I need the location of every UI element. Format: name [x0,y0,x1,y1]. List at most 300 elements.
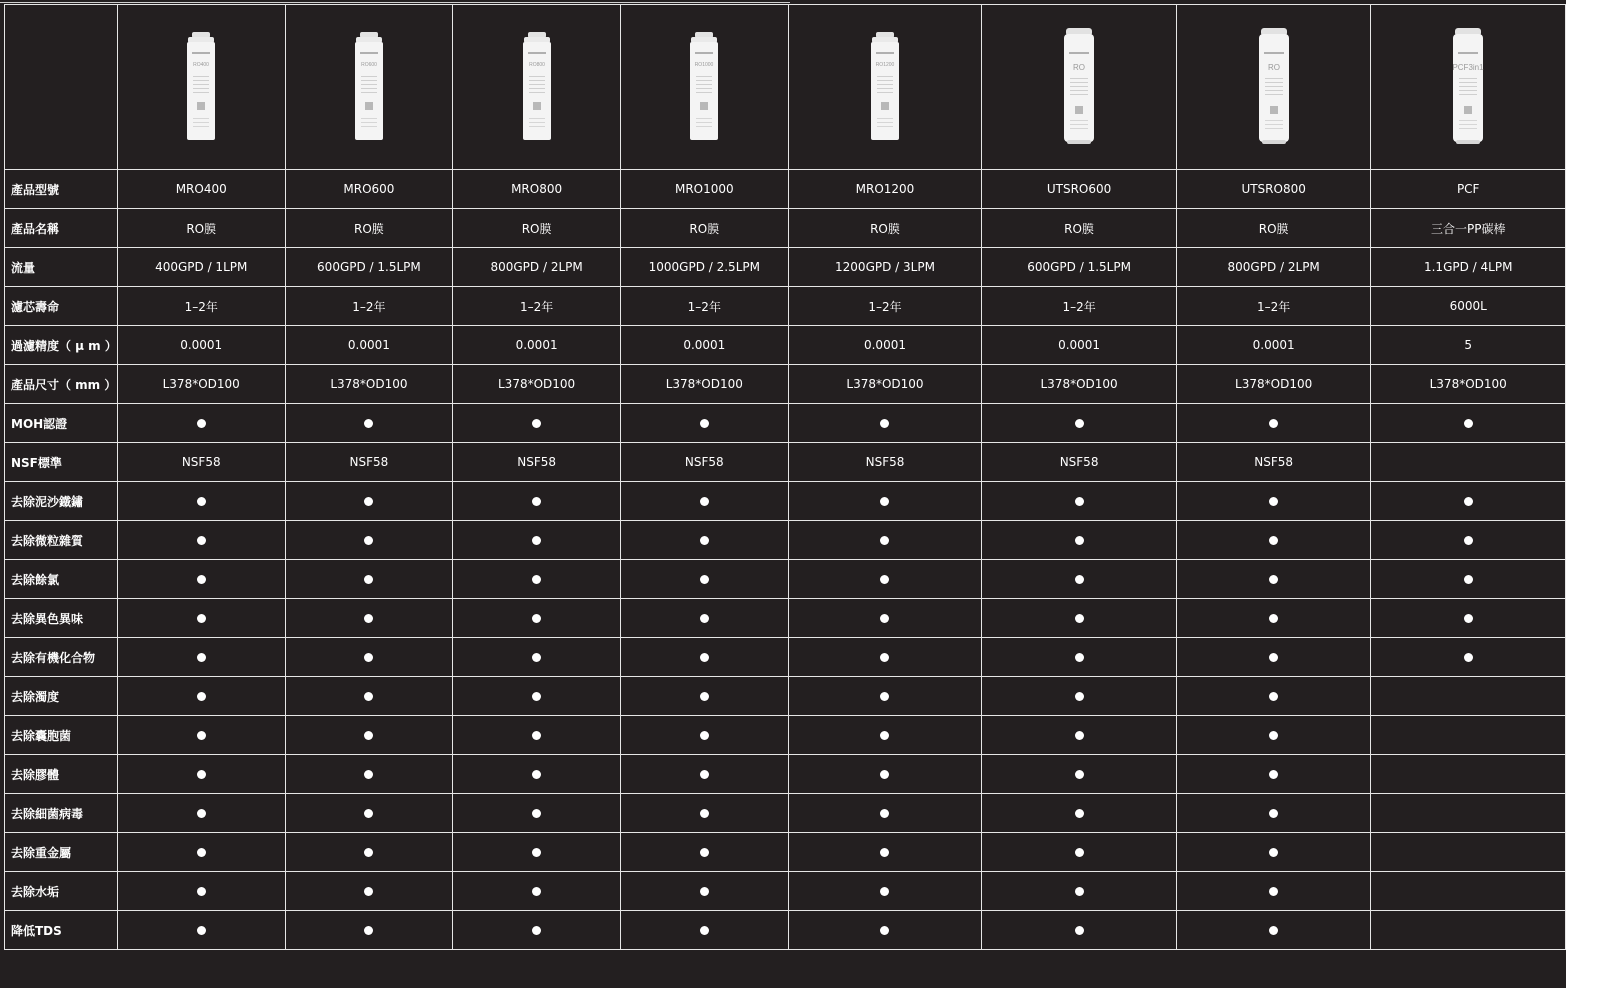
check-dot-icon [1075,926,1084,935]
feature-cell [620,833,788,872]
check-dot-icon [532,497,541,506]
feature-row [5,599,1566,638]
check-dot-icon [880,809,889,818]
row-label: 產品名稱 [5,209,118,248]
check-dot-icon [364,419,373,428]
filter-cartridge-image [1256,26,1292,148]
feature-cell [788,560,982,599]
spec-row-name [5,209,1566,248]
feature-cell [1176,755,1371,794]
feature-cell [982,872,1177,911]
spec-cell: 0.0001 [453,326,621,365]
spec-cell: 1–2年 [117,287,285,326]
check-dot-icon [1269,770,1278,779]
check-dot-icon [1464,497,1473,506]
feature-cell [285,521,453,560]
feature-cell [1176,482,1371,521]
spec-cell: RO膜 [117,209,285,248]
check-dot-icon [880,887,889,896]
spec-cell: L378*OD100 [1176,365,1371,404]
check-dot-icon [880,497,889,506]
row-label: 去除重金屬 [5,833,118,872]
feature-cell [982,521,1177,560]
check-dot-icon [1075,887,1084,896]
feature-cell [620,560,788,599]
spec-row-moh [5,404,1566,443]
feature-cell [285,716,453,755]
cartridge-cap-label: RO [1073,63,1086,72]
feature-cell [453,755,621,794]
check-dot-icon [700,848,709,857]
cartridge-cap-label: RO [1267,63,1280,72]
cartridge-cap-label: RO800 [528,62,545,68]
feature-row [5,833,1566,872]
spec-cell: 0.0001 [117,326,285,365]
spec-cell [1371,443,1566,482]
check-dot-icon [197,614,206,623]
check-dot-icon [532,536,541,545]
spec-cell: MRO800 [453,170,621,209]
feature-cell [117,872,285,911]
check-dot-icon [532,731,541,740]
spec-cell [1176,404,1371,443]
check-dot-icon [532,770,541,779]
feature-cell [285,755,453,794]
spec-cell: 1–2年 [620,287,788,326]
check-dot-icon [700,770,709,779]
check-dot-icon [1075,692,1084,701]
row-label: 去除餘氯 [5,560,118,599]
check-dot-icon [364,653,373,662]
spec-cell: UTSRO800 [1176,170,1371,209]
row-label: 產品尺寸（ mm ） [5,365,118,404]
spec-cell: 三合一PP碳棒 [1371,209,1566,248]
feature-cell [1371,872,1566,911]
feature-cell [982,794,1177,833]
feature-cell [285,677,453,716]
feature-cell [453,716,621,755]
product-image-cell [620,5,788,170]
feature-cell [285,482,453,521]
feature-cell [982,638,1177,677]
check-dot-icon [700,614,709,623]
feature-cell [285,872,453,911]
check-dot-icon [364,575,373,584]
spec-cell: L378*OD100 [982,365,1177,404]
check-dot-icon [364,692,373,701]
feature-cell [117,833,285,872]
feature-cell [453,560,621,599]
spec-cell [453,404,621,443]
feature-cell [453,638,621,677]
spec-cell: 400GPD / 1LPM [117,248,285,287]
feature-cell [117,521,285,560]
feature-row [5,482,1566,521]
filter-cartridge-image [1450,26,1486,148]
row-label: 去除有機化合物 [5,638,118,677]
product-image-cell [982,5,1177,170]
spec-cell: NSF58 [285,443,453,482]
feature-cell [1371,638,1566,677]
check-dot-icon [1464,653,1473,662]
feature-cell [285,638,453,677]
check-dot-icon [532,653,541,662]
check-dot-icon [364,731,373,740]
check-dot-icon [364,536,373,545]
check-dot-icon [880,614,889,623]
spec-cell [788,404,982,443]
spec-row-size [5,365,1566,404]
feature-cell [1176,833,1371,872]
check-dot-icon [532,575,541,584]
spec-row-model [5,170,1566,209]
table-body [5,5,1566,950]
feature-cell [788,911,982,950]
feature-cell [1176,872,1371,911]
check-dot-icon [880,926,889,935]
row-label: 去除微粒雜質 [5,521,118,560]
spec-cell: 0.0001 [1176,326,1371,365]
row-label: 去除水垢 [5,872,118,911]
check-dot-icon [364,809,373,818]
check-dot-icon [1269,848,1278,857]
cartridge-cap-label: RO600 [360,62,377,68]
feature-cell [285,911,453,950]
spec-cell: 1–2年 [788,287,982,326]
row-label: MOH認證 [5,404,118,443]
spec-cell: L378*OD100 [788,365,982,404]
spec-row-precision [5,326,1566,365]
spec-cell: 600GPD / 1.5LPM [982,248,1177,287]
check-dot-icon [700,926,709,935]
spec-cell: MRO600 [285,170,453,209]
feature-cell [620,911,788,950]
spec-cell: 1–2年 [1176,287,1371,326]
product-image-row [5,5,1566,170]
check-dot-icon [1464,419,1473,428]
check-dot-icon [197,536,206,545]
feature-cell [285,560,453,599]
check-dot-icon [880,848,889,857]
filter-cartridge-image [687,30,721,144]
feature-cell [1371,794,1566,833]
feature-cell [453,521,621,560]
feature-cell [453,911,621,950]
feature-cell [620,482,788,521]
feature-cell [620,794,788,833]
feature-cell [117,638,285,677]
check-dot-icon [1269,692,1278,701]
spec-cell: 1–2年 [982,287,1177,326]
spec-cell: NSF58 [620,443,788,482]
check-dot-icon [700,731,709,740]
feature-cell [620,755,788,794]
check-dot-icon [1075,809,1084,818]
check-dot-icon [1075,575,1084,584]
feature-cell [117,911,285,950]
feature-cell [620,716,788,755]
feature-cell [1371,911,1566,950]
feature-cell [982,560,1177,599]
feature-cell [453,599,621,638]
check-dot-icon [197,653,206,662]
spec-cell: UTSRO600 [982,170,1177,209]
check-dot-icon [532,809,541,818]
spec-cell: 1–2年 [285,287,453,326]
check-dot-icon [197,692,206,701]
feature-cell [788,794,982,833]
check-dot-icon [1075,770,1084,779]
spec-cell [620,404,788,443]
feature-cell [982,677,1177,716]
spec-cell: 0.0001 [982,326,1177,365]
spec-cell: MRO400 [117,170,285,209]
feature-cell [1176,599,1371,638]
row-label: 去除膠體 [5,755,118,794]
check-dot-icon [700,419,709,428]
check-dot-icon [1075,419,1084,428]
spec-comparison-table [4,4,1566,950]
feature-cell [285,794,453,833]
spec-cell: NSF58 [453,443,621,482]
feature-cell [788,872,982,911]
check-dot-icon [532,692,541,701]
feature-cell [1176,677,1371,716]
check-dot-icon [364,497,373,506]
spec-cell [117,404,285,443]
filter-cartridge-image [1061,26,1097,148]
check-dot-icon [880,692,889,701]
feature-row [5,794,1566,833]
check-dot-icon [1269,497,1278,506]
feature-cell [982,833,1177,872]
feature-cell [982,599,1177,638]
check-dot-icon [197,848,206,857]
feature-cell [1371,833,1566,872]
feature-cell [453,482,621,521]
feature-cell [620,872,788,911]
feature-cell [1371,755,1566,794]
feature-cell [117,599,285,638]
spec-cell: L378*OD100 [1371,365,1566,404]
cartridge-cap-label: RO1200 [875,62,895,68]
check-dot-icon [880,770,889,779]
feature-cell [620,521,788,560]
row-label: 去除細菌病毒 [5,794,118,833]
spec-cell: 1–2年 [453,287,621,326]
check-dot-icon [880,536,889,545]
spec-cell: RO膜 [285,209,453,248]
feature-cell [117,560,285,599]
filter-cartridge-image [520,30,554,144]
filter-cartridge-image [868,30,902,144]
check-dot-icon [532,614,541,623]
spec-row-flow [5,248,1566,287]
spec-cell: RO膜 [453,209,621,248]
feature-cell [1371,560,1566,599]
feature-cell [117,677,285,716]
spec-cell: 0.0001 [285,326,453,365]
feature-row [5,755,1566,794]
check-dot-icon [197,887,206,896]
feature-cell [788,599,982,638]
spec-cell: 800GPD / 2LPM [1176,248,1371,287]
check-dot-icon [197,575,206,584]
spec-cell [982,404,1177,443]
spec-cell: 600GPD / 1.5LPM [285,248,453,287]
check-dot-icon [700,575,709,584]
check-dot-icon [532,419,541,428]
spec-cell: NSF58 [788,443,982,482]
check-dot-icon [700,692,709,701]
feature-cell [453,872,621,911]
check-dot-icon [364,770,373,779]
check-dot-icon [700,809,709,818]
spec-row-nsf [5,443,1566,482]
check-dot-icon [1269,809,1278,818]
product-image-cell [788,5,982,170]
check-dot-icon [197,770,206,779]
check-dot-icon [1269,614,1278,623]
spec-cell: RO膜 [788,209,982,248]
check-dot-icon [1075,848,1084,857]
row-label: 過濾精度（ μ m ） [5,326,118,365]
spec-cell: 6000L [1371,287,1566,326]
check-dot-icon [364,614,373,623]
check-dot-icon [197,497,206,506]
feature-cell [117,755,285,794]
cartridge-cap-label: RO400 [193,62,210,68]
feature-row [5,677,1566,716]
product-image-cell [1371,5,1566,170]
feature-cell [1371,599,1566,638]
feature-cell [285,833,453,872]
check-dot-icon [880,731,889,740]
spec-cell: 1000GPD / 2.5LPM [620,248,788,287]
feature-cell [1176,560,1371,599]
feature-cell [620,638,788,677]
check-dot-icon [364,848,373,857]
feature-cell [982,482,1177,521]
feature-cell [788,482,982,521]
check-dot-icon [1269,926,1278,935]
check-dot-icon [1464,614,1473,623]
spec-cell: 0.0001 [788,326,982,365]
feature-cell [1371,677,1566,716]
feature-cell [1176,638,1371,677]
spec-cell: 5 [1371,326,1566,365]
spec-cell: MRO1200 [788,170,982,209]
check-dot-icon [880,575,889,584]
spec-cell [1371,404,1566,443]
check-dot-icon [1464,536,1473,545]
feature-cell [453,794,621,833]
row-label: 去除泥沙鐵鏽 [5,482,118,521]
check-dot-icon [532,887,541,896]
check-dot-icon [1075,614,1084,623]
spec-cell: L378*OD100 [453,365,621,404]
check-dot-icon [700,653,709,662]
feature-cell [1176,716,1371,755]
check-dot-icon [532,848,541,857]
row-label: 降低TDS [5,911,118,950]
spec-cell: NSF58 [1176,443,1371,482]
check-dot-icon [197,731,206,740]
row-label: 濾芯壽命 [5,287,118,326]
feature-cell [788,755,982,794]
product-image-cell [285,5,453,170]
feature-cell [1371,482,1566,521]
check-dot-icon [1075,653,1084,662]
feature-cell [620,599,788,638]
check-dot-icon [1075,731,1084,740]
spec-cell: 800GPD / 2LPM [453,248,621,287]
check-dot-icon [700,497,709,506]
feature-cell [1371,716,1566,755]
feature-row [5,560,1566,599]
spec-cell: PCF [1371,170,1566,209]
check-dot-icon [364,926,373,935]
feature-cell [788,677,982,716]
spec-cell: MRO1000 [620,170,788,209]
feature-cell [788,833,982,872]
cartridge-cap-label: PCF3in1 [1452,63,1484,72]
check-dot-icon [700,536,709,545]
check-dot-icon [1464,575,1473,584]
row-label: 產品型號 [5,170,118,209]
check-dot-icon [197,419,206,428]
feature-row [5,911,1566,950]
feature-cell [1176,911,1371,950]
spec-cell: RO膜 [1176,209,1371,248]
check-dot-icon [1269,653,1278,662]
check-dot-icon [532,926,541,935]
spec-cell: 0.0001 [620,326,788,365]
spec-cell [285,404,453,443]
check-dot-icon [700,887,709,896]
divider [0,2,790,3]
feature-cell [117,794,285,833]
row-label: 流量 [5,248,118,287]
feature-cell [620,677,788,716]
feature-cell [788,716,982,755]
row-label: 去除囊胞菌 [5,716,118,755]
check-dot-icon [197,926,206,935]
spec-row-life [5,287,1566,326]
spec-cell: L378*OD100 [620,365,788,404]
feature-cell [453,677,621,716]
spec-cell: RO膜 [982,209,1177,248]
feature-cell [982,716,1177,755]
feature-cell [788,521,982,560]
feature-cell [788,638,982,677]
feature-cell [117,482,285,521]
product-image-cell [453,5,621,170]
feature-cell [117,716,285,755]
check-dot-icon [1269,419,1278,428]
spec-cell: NSF58 [117,443,285,482]
filter-cartridge-image [184,30,218,144]
feature-cell [982,755,1177,794]
feature-cell [285,599,453,638]
corner-cell [5,5,118,170]
product-image-cell [117,5,285,170]
check-dot-icon [1075,536,1084,545]
check-dot-icon [880,419,889,428]
check-dot-icon [880,653,889,662]
filter-cartridge-image [352,30,386,144]
feature-row [5,521,1566,560]
